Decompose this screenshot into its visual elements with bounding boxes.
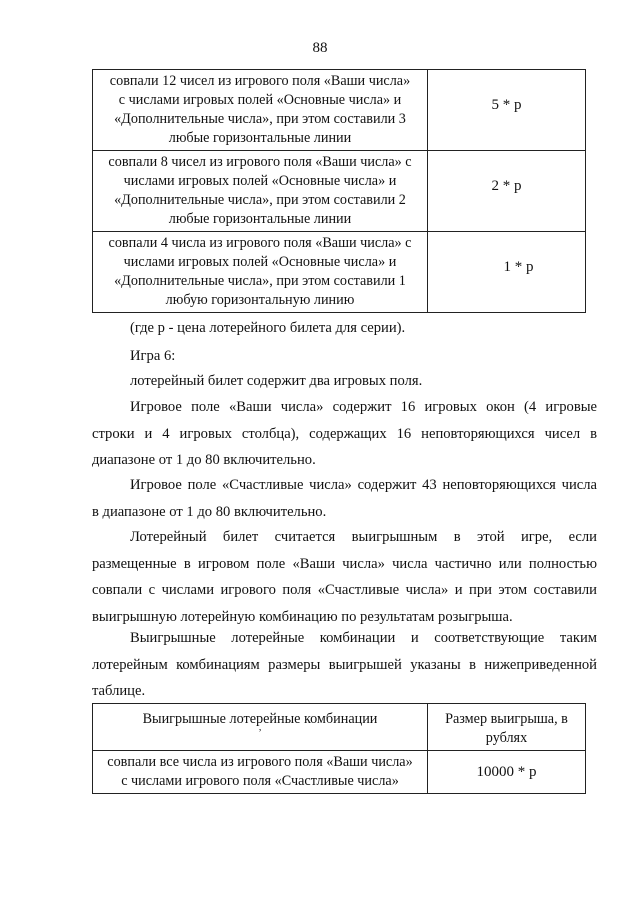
cell-line: любые горизонтальные линии (168, 130, 352, 146)
table-row (93, 70, 586, 151)
text-line: размещенные в игровом поле «Ваши числа» числа частично или полностью (92, 555, 597, 572)
prize-cell: 5 * р (428, 70, 586, 151)
text-line: Игровое поле «Ваши числа» содержит 16 игровых окон (4 игровые (130, 399, 597, 415)
cell-line: «Дополнительные числа», при этом составили 3 (114, 111, 406, 127)
header-combinations (93, 704, 428, 751)
cell-line: с числами игрового поля «Счастливые числа» (121, 773, 399, 789)
text-line: совпали с числами игрового поля «Счастливые числа» и при этом составили (92, 582, 597, 598)
text-line: в диапазоне от 1 до 80 включительно. (92, 503, 327, 520)
table-header-row (93, 704, 586, 751)
combination-cell (93, 70, 428, 151)
page-number: 88 (312, 40, 328, 56)
header-text: Выигрышные лотерейные комбинации (142, 711, 378, 727)
cell-line: числами игровых полей «Основные числа» и (123, 254, 397, 270)
cell-line: числами игровых полей «Основные числа» и (123, 173, 397, 189)
text-line: диапазоне от 1 до 80 включительно. (92, 452, 316, 468)
table-row (93, 232, 586, 313)
cell-line: любую горизонтальную линию (165, 292, 355, 308)
paragraph-winning-condition (92, 524, 597, 630)
text-line: выигрышную лотерейную комбинацию по результатам розыгрыша. (92, 608, 513, 625)
text-line: Игровое поле «Счастливые числа» содержит 43 неповторяющихся числа (130, 477, 597, 493)
text-line: лотерейным комбинациям размеры выигрышей указаны в нижеприведенной (92, 656, 597, 673)
cell-line: «Дополнительные числа», при этом составили 2 (114, 192, 406, 208)
header-prize (428, 704, 586, 751)
prize-cell: 10000 * р (428, 751, 586, 794)
paragraph: лотерейный билет содержит два игровых поля. (130, 373, 423, 389)
cell-line: совпали 4 числа из игрового поля «Ваши числа» с (108, 235, 412, 251)
paragraph-lucky-numbers (92, 472, 597, 525)
text-line: Лотерейный билет считается выигрышным в этой игре, если (130, 529, 597, 545)
cell-line: с числами игровых полей «Основные числа» и (118, 92, 402, 108)
prize-cell: 1 * р (428, 232, 586, 313)
table-row (93, 751, 586, 794)
cell-line: совпали все числа из игрового поля «Ваши числа» (107, 754, 413, 770)
text-line: Выигрышные лотерейные комбинации и соответствующие таким (130, 630, 597, 646)
text-line: строки и 4 игровых столбца), содержащих 16 неповторяющихся чисел в (92, 425, 597, 442)
prize-table-continuation (92, 69, 586, 313)
cell-line: совпали 8 чисел из игрового поля «Ваши числа» с (108, 154, 412, 170)
header-text: рублях (485, 730, 528, 746)
stray-mark: ʼ (258, 728, 262, 739)
paragraph-table-intro (92, 625, 597, 705)
game-title: Игра 6: (130, 348, 176, 364)
cell-line: совпали 12 чисел из игрового поля «Ваши числа» (109, 73, 411, 89)
paragraph-your-numbers (92, 394, 597, 474)
cell-line: любые горизонтальные линии (168, 211, 352, 227)
combination-cell (93, 151, 428, 232)
prize-cell: 2 * р (428, 151, 586, 232)
header-text: Размер выигрыша, в (445, 711, 568, 727)
combination-cell (93, 751, 428, 794)
cell-line: «Дополнительные числа», при этом составили 1 (114, 273, 406, 289)
text-line: таблице. (92, 683, 146, 699)
table-row (93, 151, 586, 232)
game6-prize-table (92, 703, 586, 794)
price-note: (где р - цена лотерейного билета для серии). (130, 320, 406, 336)
combination-cell (93, 232, 428, 313)
